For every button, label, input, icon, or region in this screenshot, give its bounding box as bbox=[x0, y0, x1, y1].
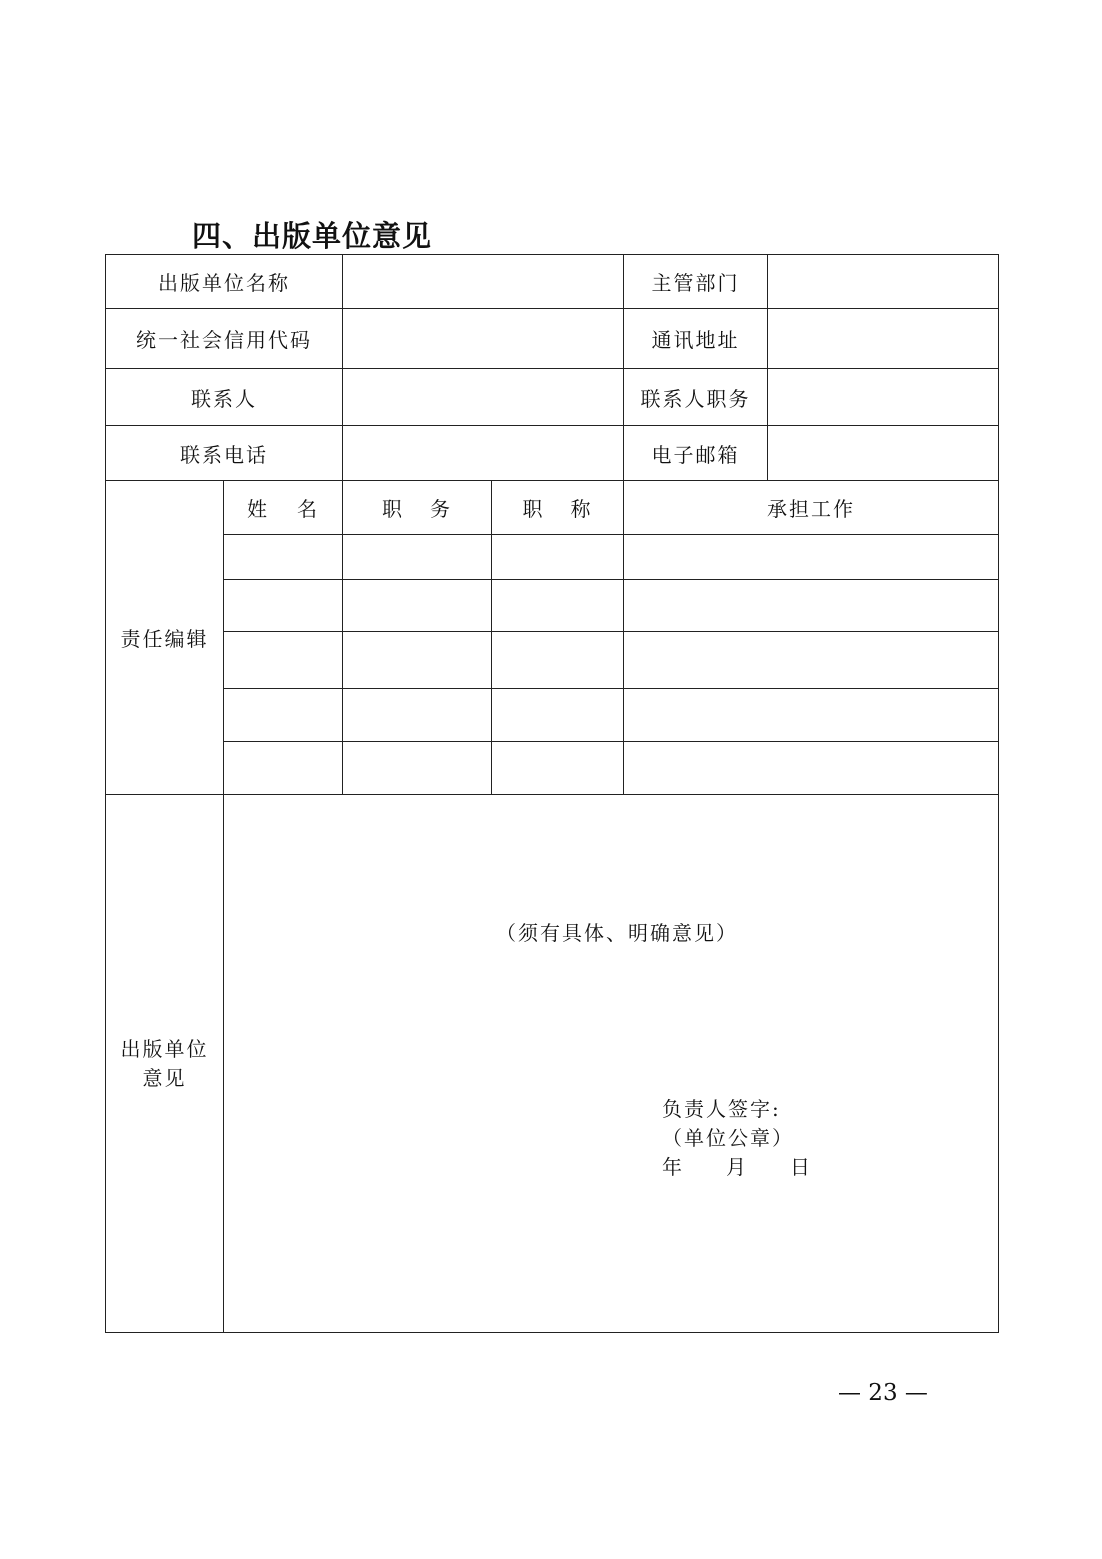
field-label-credit-code: 统一社会信用代码 bbox=[106, 309, 343, 369]
editor-name-cell[interactable] bbox=[224, 742, 343, 795]
opinion-label-line2: 意见 bbox=[142, 1065, 187, 1090]
editor-position-cell[interactable] bbox=[343, 632, 492, 689]
editor-position-cell[interactable] bbox=[343, 742, 492, 795]
editor-position-cell[interactable] bbox=[343, 535, 492, 580]
editor-row bbox=[106, 535, 999, 580]
signature-label: 负责人签字: bbox=[662, 1097, 781, 1121]
editor-row bbox=[106, 742, 999, 795]
field-label-publisher-name: 出版单位名称 bbox=[106, 255, 343, 309]
info-row bbox=[106, 369, 999, 426]
editor-row bbox=[106, 689, 999, 742]
editors-label: 责任编辑 bbox=[106, 481, 224, 795]
editor-row bbox=[106, 580, 999, 632]
field-input-credit-code[interactable] bbox=[343, 309, 624, 369]
info-row bbox=[106, 255, 999, 309]
editor-name-cell[interactable] bbox=[224, 580, 343, 632]
field-input-phone[interactable] bbox=[343, 426, 624, 481]
field-input-address[interactable] bbox=[768, 309, 999, 369]
editor-name-cell[interactable] bbox=[224, 535, 343, 580]
editor-work-cell[interactable] bbox=[624, 742, 999, 795]
editor-title-cell[interactable] bbox=[492, 580, 624, 632]
field-input-publisher-name[interactable] bbox=[343, 255, 624, 309]
editor-work-cell[interactable] bbox=[624, 535, 999, 580]
editor-work-cell[interactable] bbox=[624, 632, 999, 689]
editor-title-cell[interactable] bbox=[492, 742, 624, 795]
editor-title-cell[interactable] bbox=[492, 689, 624, 742]
editors-header-position: 职 务 bbox=[343, 481, 492, 535]
editor-title-cell[interactable] bbox=[492, 535, 624, 580]
field-label-phone: 联系电话 bbox=[106, 426, 343, 481]
field-label-email: 电子邮箱 bbox=[624, 426, 768, 481]
editor-name-cell[interactable] bbox=[224, 632, 343, 689]
editors-header-title: 职 称 bbox=[492, 481, 624, 535]
editors-header-work: 承担工作 bbox=[624, 481, 999, 535]
opinion-row bbox=[106, 795, 999, 1333]
editor-position-cell[interactable] bbox=[343, 689, 492, 742]
editor-work-cell[interactable] bbox=[624, 689, 999, 742]
date-day-label: 日 bbox=[790, 1155, 812, 1179]
info-row bbox=[106, 309, 999, 369]
editor-title-cell[interactable] bbox=[492, 632, 624, 689]
field-label-contact: 联系人 bbox=[106, 369, 343, 426]
date-line bbox=[662, 1153, 812, 1182]
field-input-contact[interactable] bbox=[343, 369, 624, 426]
field-label-address: 通讯地址 bbox=[624, 309, 768, 369]
field-input-contact-position[interactable] bbox=[768, 369, 999, 426]
opinion-content-area[interactable] bbox=[224, 795, 999, 1333]
editors-header-row bbox=[106, 481, 999, 535]
opinion-label-line1: 出版单位 bbox=[120, 1036, 209, 1061]
editor-row bbox=[106, 632, 999, 689]
field-label-supervising-dept: 主管部门 bbox=[624, 255, 768, 309]
editors-header-name: 姓 名 bbox=[224, 481, 343, 535]
info-row bbox=[106, 426, 999, 481]
editor-work-cell[interactable] bbox=[624, 580, 999, 632]
editor-name-cell[interactable] bbox=[224, 689, 343, 742]
section-title: 四、出版单位意见 bbox=[192, 219, 433, 253]
field-label-contact-position: 联系人职务 bbox=[624, 369, 768, 426]
date-year-label: 年 bbox=[662, 1155, 684, 1179]
opinion-label bbox=[106, 795, 224, 1333]
signature-block bbox=[662, 1095, 812, 1182]
page-number: — 23 — bbox=[838, 1380, 928, 1406]
editor-position-cell[interactable] bbox=[343, 580, 492, 632]
opinion-note: （须有具体、明确意见） bbox=[496, 921, 738, 945]
seal-label: （单位公章） bbox=[662, 1126, 794, 1150]
publisher-opinion-form bbox=[105, 254, 999, 1333]
field-input-email[interactable] bbox=[768, 426, 999, 481]
date-month-label: 月 bbox=[726, 1155, 748, 1179]
field-input-supervising-dept[interactable] bbox=[768, 255, 999, 309]
